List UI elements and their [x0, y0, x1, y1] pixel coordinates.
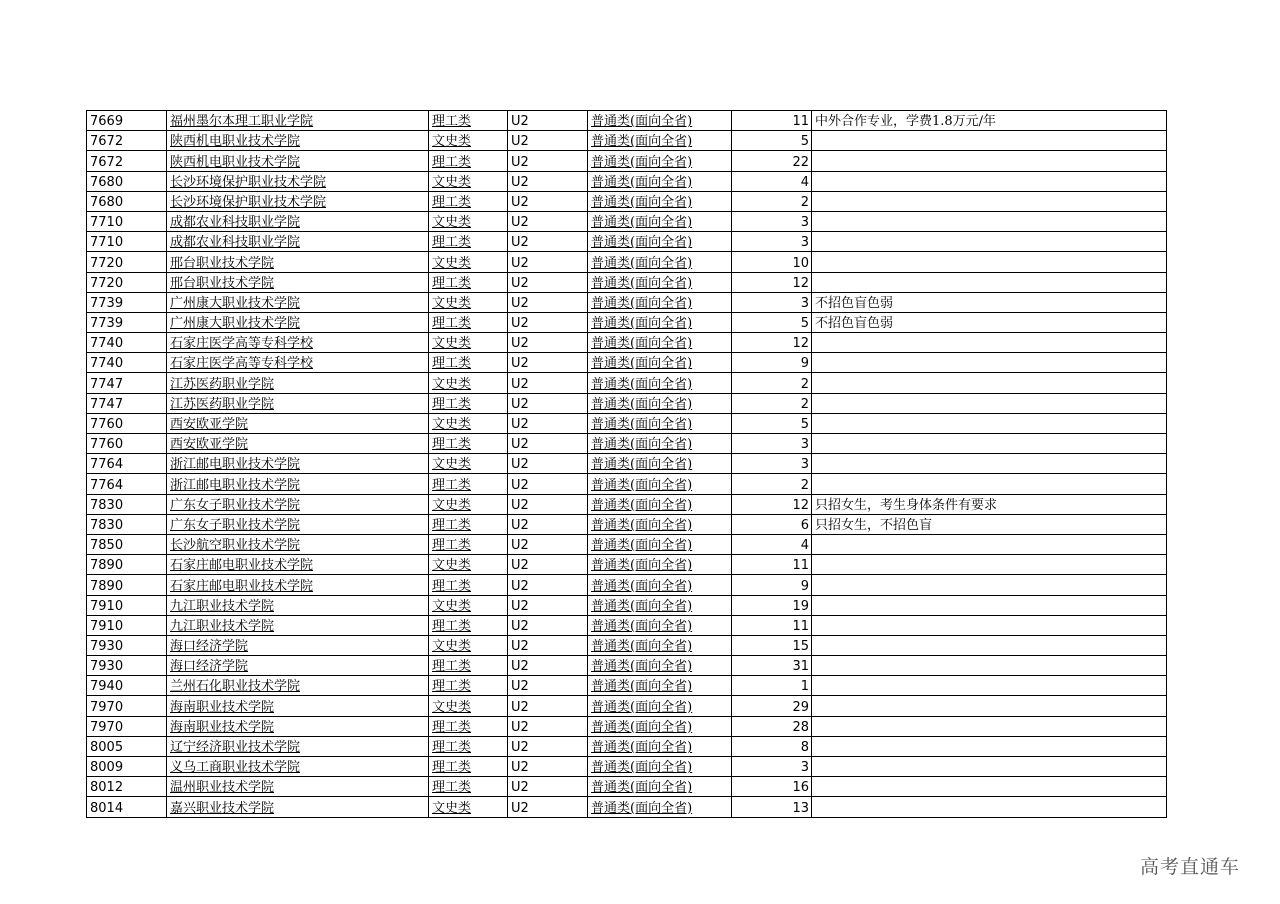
quota-count-cell: 3 [732, 211, 812, 231]
plan-type-cell: 普通类(面向全省) [588, 777, 732, 797]
subject-category-cell: 文史类 [429, 797, 508, 817]
watermark-text: 高考直通车 [1140, 856, 1241, 878]
note-cell [812, 534, 1167, 554]
quota-count-cell: 28 [732, 716, 812, 736]
table-row [87, 716, 1167, 736]
table-row [87, 474, 1167, 494]
plan-type-cell: 普通类(面向全省) [588, 797, 732, 817]
table-row [87, 353, 1167, 373]
subject-category-cell: 理工类 [429, 716, 508, 736]
quota-count-cell: 29 [732, 696, 812, 716]
note-cell [812, 232, 1167, 252]
quota-count-cell: 12 [732, 333, 812, 353]
table-row [87, 393, 1167, 413]
subject-category-cell: 理工类 [429, 151, 508, 171]
school-code-cell: 7930 [87, 656, 167, 676]
quota-count-cell: 10 [732, 252, 812, 272]
note-cell [812, 474, 1167, 494]
batch-cell: U2 [508, 656, 588, 676]
school-name-cell: 福州墨尔本理工职业学院 [167, 111, 429, 131]
school-code-cell: 8005 [87, 736, 167, 756]
batch-cell: U2 [508, 131, 588, 151]
table-row [87, 797, 1167, 817]
table-row [87, 454, 1167, 474]
plan-type-cell: 普通类(面向全省) [588, 757, 732, 777]
subject-category-cell: 理工类 [429, 777, 508, 797]
batch-cell: U2 [508, 413, 588, 433]
batch-cell: U2 [508, 797, 588, 817]
subject-category-cell: 理工类 [429, 232, 508, 252]
table-row [87, 171, 1167, 191]
note-cell [812, 696, 1167, 716]
school-name-cell: 邢台职业技术学院 [167, 252, 429, 272]
plan-type-cell: 普通类(面向全省) [588, 353, 732, 373]
school-name-cell: 西安欧亚学院 [167, 434, 429, 454]
batch-cell: U2 [508, 393, 588, 413]
batch-cell: U2 [508, 232, 588, 252]
school-name-cell: 海口经济学院 [167, 656, 429, 676]
school-name-cell: 义乌工商职业技术学院 [167, 757, 429, 777]
school-name-cell: 陕西机电职业技术学院 [167, 131, 429, 151]
school-code-cell: 7890 [87, 575, 167, 595]
school-code-cell: 7970 [87, 716, 167, 736]
school-name-cell: 江苏医药职业学院 [167, 393, 429, 413]
subject-category-cell: 文史类 [429, 635, 508, 655]
batch-cell: U2 [508, 696, 588, 716]
note-cell [812, 454, 1167, 474]
table-row [87, 575, 1167, 595]
batch-cell: U2 [508, 252, 588, 272]
note-cell [812, 635, 1167, 655]
subject-category-cell: 文史类 [429, 696, 508, 716]
school-name-cell: 广东女子职业技术学院 [167, 514, 429, 534]
quota-count-cell: 9 [732, 575, 812, 595]
note-cell [812, 615, 1167, 635]
note-cell [812, 151, 1167, 171]
note-cell [812, 656, 1167, 676]
table-row [87, 373, 1167, 393]
batch-cell: U2 [508, 635, 588, 655]
plan-type-cell: 普通类(面向全省) [588, 615, 732, 635]
school-name-cell: 江苏医药职业学院 [167, 373, 429, 393]
note-cell [812, 716, 1167, 736]
batch-cell: U2 [508, 211, 588, 231]
school-code-cell: 8014 [87, 797, 167, 817]
batch-cell: U2 [508, 454, 588, 474]
plan-type-cell: 普通类(面向全省) [588, 534, 732, 554]
quota-count-cell: 12 [732, 494, 812, 514]
school-code-cell: 7669 [87, 111, 167, 131]
plan-type-cell: 普通类(面向全省) [588, 575, 732, 595]
plan-type-cell: 普通类(面向全省) [588, 373, 732, 393]
table-row [87, 736, 1167, 756]
quota-count-cell: 2 [732, 191, 812, 211]
subject-category-cell: 理工类 [429, 191, 508, 211]
school-name-cell: 石家庄医学高等专科学校 [167, 333, 429, 353]
table-row [87, 615, 1167, 635]
table-row [87, 555, 1167, 575]
note-cell [812, 434, 1167, 454]
school-code-cell: 7764 [87, 454, 167, 474]
school-code-cell: 7764 [87, 474, 167, 494]
note-cell [812, 777, 1167, 797]
plan-type-cell: 普通类(面向全省) [588, 191, 732, 211]
batch-cell: U2 [508, 595, 588, 615]
note-cell: 不招色盲色弱 [812, 312, 1167, 332]
subject-category-cell: 文史类 [429, 413, 508, 433]
note-cell: 只招女生，考生身体条件有要求 [812, 494, 1167, 514]
note-cell [812, 333, 1167, 353]
school-code-cell: 7672 [87, 151, 167, 171]
note-cell: 不招色盲色弱 [812, 292, 1167, 312]
quota-count-cell: 1 [732, 676, 812, 696]
school-code-cell: 7760 [87, 434, 167, 454]
quota-count-cell: 2 [732, 373, 812, 393]
plan-type-cell: 普通类(面向全省) [588, 454, 732, 474]
school-code-cell: 8012 [87, 777, 167, 797]
batch-cell: U2 [508, 111, 588, 131]
quota-count-cell: 9 [732, 353, 812, 373]
school-name-cell: 陕西机电职业技术学院 [167, 151, 429, 171]
school-code-cell: 8009 [87, 757, 167, 777]
batch-cell: U2 [508, 151, 588, 171]
quota-count-cell: 2 [732, 393, 812, 413]
table-row [87, 777, 1167, 797]
note-cell [812, 413, 1167, 433]
school-code-cell: 7890 [87, 555, 167, 575]
plan-type-cell: 普通类(面向全省) [588, 292, 732, 312]
school-name-cell: 广州康大职业技术学院 [167, 292, 429, 312]
plan-type-cell: 普通类(面向全省) [588, 111, 732, 131]
quota-count-cell: 16 [732, 777, 812, 797]
school-name-cell: 海南职业技术学院 [167, 716, 429, 736]
school-code-cell: 7830 [87, 514, 167, 534]
table-body [87, 111, 1167, 818]
admission-table-container [86, 110, 1167, 818]
table-row [87, 676, 1167, 696]
quota-count-cell: 3 [732, 292, 812, 312]
table-row [87, 211, 1167, 231]
quota-count-cell: 31 [732, 656, 812, 676]
note-cell [812, 595, 1167, 615]
school-name-cell: 成都农业科技职业学院 [167, 211, 429, 231]
note-cell [812, 272, 1167, 292]
school-name-cell: 长沙环境保护职业技术学院 [167, 171, 429, 191]
batch-cell: U2 [508, 191, 588, 211]
subject-category-cell: 理工类 [429, 312, 508, 332]
batch-cell: U2 [508, 434, 588, 454]
subject-category-cell: 文史类 [429, 333, 508, 353]
school-code-cell: 7910 [87, 595, 167, 615]
table-row [87, 595, 1167, 615]
batch-cell: U2 [508, 353, 588, 373]
subject-category-cell: 文史类 [429, 454, 508, 474]
table-row [87, 151, 1167, 171]
plan-type-cell: 普通类(面向全省) [588, 656, 732, 676]
plan-type-cell: 普通类(面向全省) [588, 696, 732, 716]
batch-cell: U2 [508, 312, 588, 332]
school-code-cell: 7680 [87, 191, 167, 211]
subject-category-cell: 文史类 [429, 211, 508, 231]
note-cell [812, 211, 1167, 231]
batch-cell: U2 [508, 575, 588, 595]
school-name-cell: 西安欧亚学院 [167, 413, 429, 433]
subject-category-cell: 理工类 [429, 615, 508, 635]
batch-cell: U2 [508, 676, 588, 696]
quota-count-cell: 3 [732, 434, 812, 454]
table-row [87, 514, 1167, 534]
school-code-cell: 7940 [87, 676, 167, 696]
school-code-cell: 7720 [87, 272, 167, 292]
subject-category-cell: 理工类 [429, 656, 508, 676]
quota-count-cell: 2 [732, 474, 812, 494]
school-name-cell: 广东女子职业技术学院 [167, 494, 429, 514]
subject-category-cell: 理工类 [429, 534, 508, 554]
batch-cell: U2 [508, 373, 588, 393]
quota-count-cell: 3 [732, 757, 812, 777]
school-name-cell: 嘉兴职业技术学院 [167, 797, 429, 817]
subject-category-cell: 文史类 [429, 373, 508, 393]
quota-count-cell: 8 [732, 736, 812, 756]
plan-type-cell: 普通类(面向全省) [588, 252, 732, 272]
plan-type-cell: 普通类(面向全省) [588, 716, 732, 736]
note-cell [812, 797, 1167, 817]
school-code-cell: 7710 [87, 211, 167, 231]
note-cell [812, 575, 1167, 595]
subject-category-cell: 理工类 [429, 474, 508, 494]
school-name-cell: 广州康大职业技术学院 [167, 312, 429, 332]
quota-count-cell: 4 [732, 171, 812, 191]
quota-count-cell: 5 [732, 312, 812, 332]
quota-count-cell: 22 [732, 151, 812, 171]
plan-type-cell: 普通类(面向全省) [588, 151, 732, 171]
school-name-cell: 兰州石化职业技术学院 [167, 676, 429, 696]
note-cell [812, 393, 1167, 413]
subject-category-cell: 理工类 [429, 272, 508, 292]
school-name-cell: 九江职业技术学院 [167, 595, 429, 615]
batch-cell: U2 [508, 534, 588, 554]
table-row [87, 413, 1167, 433]
school-name-cell: 石家庄邮电职业技术学院 [167, 575, 429, 595]
subject-category-cell: 理工类 [429, 353, 508, 373]
note-cell [812, 191, 1167, 211]
plan-type-cell: 普通类(面向全省) [588, 514, 732, 534]
batch-cell: U2 [508, 555, 588, 575]
batch-cell: U2 [508, 292, 588, 312]
note-cell: 中外合作专业，学费1.8万元/年 [812, 111, 1167, 131]
school-name-cell: 石家庄邮电职业技术学院 [167, 555, 429, 575]
plan-type-cell: 普通类(面向全省) [588, 232, 732, 252]
plan-type-cell: 普通类(面向全省) [588, 131, 732, 151]
school-name-cell: 长沙环境保护职业技术学院 [167, 191, 429, 211]
note-cell [812, 736, 1167, 756]
batch-cell: U2 [508, 171, 588, 191]
subject-category-cell: 文史类 [429, 595, 508, 615]
subject-category-cell: 理工类 [429, 111, 508, 131]
admission-plan-table [86, 110, 1167, 818]
school-code-cell: 7672 [87, 131, 167, 151]
quota-count-cell: 13 [732, 797, 812, 817]
school-code-cell: 7850 [87, 534, 167, 554]
batch-cell: U2 [508, 777, 588, 797]
school-code-cell: 7720 [87, 252, 167, 272]
subject-category-cell: 理工类 [429, 434, 508, 454]
batch-cell: U2 [508, 736, 588, 756]
plan-type-cell: 普通类(面向全省) [588, 676, 732, 696]
plan-type-cell: 普通类(面向全省) [588, 393, 732, 413]
subject-category-cell: 文史类 [429, 131, 508, 151]
quota-count-cell: 6 [732, 514, 812, 534]
plan-type-cell: 普通类(面向全省) [588, 312, 732, 332]
school-code-cell: 7710 [87, 232, 167, 252]
plan-type-cell: 普通类(面向全省) [588, 171, 732, 191]
school-name-cell: 海南职业技术学院 [167, 696, 429, 716]
note-cell [812, 555, 1167, 575]
school-code-cell: 7910 [87, 615, 167, 635]
subject-category-cell: 文史类 [429, 171, 508, 191]
quota-count-cell: 19 [732, 595, 812, 615]
plan-type-cell: 普通类(面向全省) [588, 635, 732, 655]
subject-category-cell: 理工类 [429, 575, 508, 595]
school-code-cell: 7930 [87, 635, 167, 655]
quota-count-cell: 12 [732, 272, 812, 292]
table-row [87, 494, 1167, 514]
school-code-cell: 7680 [87, 171, 167, 191]
school-name-cell: 邢台职业技术学院 [167, 272, 429, 292]
quota-count-cell: 4 [732, 534, 812, 554]
subject-category-cell: 理工类 [429, 514, 508, 534]
plan-type-cell: 普通类(面向全省) [588, 555, 732, 575]
table-row [87, 656, 1167, 676]
batch-cell: U2 [508, 474, 588, 494]
table-row [87, 312, 1167, 332]
table-row [87, 272, 1167, 292]
subject-category-cell: 文史类 [429, 292, 508, 312]
note-cell [812, 757, 1167, 777]
batch-cell: U2 [508, 272, 588, 292]
table-row [87, 757, 1167, 777]
table-row [87, 696, 1167, 716]
plan-type-cell: 普通类(面向全省) [588, 413, 732, 433]
subject-category-cell: 文史类 [429, 252, 508, 272]
school-name-cell: 九江职业技术学院 [167, 615, 429, 635]
plan-type-cell: 普通类(面向全省) [588, 272, 732, 292]
batch-cell: U2 [508, 333, 588, 353]
school-code-cell: 7739 [87, 292, 167, 312]
school-name-cell: 石家庄医学高等专科学校 [167, 353, 429, 373]
plan-type-cell: 普通类(面向全省) [588, 333, 732, 353]
school-name-cell: 浙江邮电职业技术学院 [167, 474, 429, 494]
table-row [87, 635, 1167, 655]
subject-category-cell: 理工类 [429, 736, 508, 756]
quota-count-cell: 15 [732, 635, 812, 655]
batch-cell: U2 [508, 494, 588, 514]
table-row [87, 434, 1167, 454]
quota-count-cell: 11 [732, 111, 812, 131]
quota-count-cell: 5 [732, 413, 812, 433]
plan-type-cell: 普通类(面向全省) [588, 736, 732, 756]
table-row [87, 252, 1167, 272]
school-code-cell: 7830 [87, 494, 167, 514]
quota-count-cell: 3 [732, 454, 812, 474]
subject-category-cell: 理工类 [429, 393, 508, 413]
subject-category-cell: 文史类 [429, 494, 508, 514]
school-code-cell: 7747 [87, 393, 167, 413]
table-row [87, 191, 1167, 211]
note-cell: 只招女生，不招色盲 [812, 514, 1167, 534]
plan-type-cell: 普通类(面向全省) [588, 474, 732, 494]
plan-type-cell: 普通类(面向全省) [588, 595, 732, 615]
school-name-cell: 海口经济学院 [167, 635, 429, 655]
school-code-cell: 7747 [87, 373, 167, 393]
plan-type-cell: 普通类(面向全省) [588, 211, 732, 231]
school-code-cell: 7740 [87, 353, 167, 373]
plan-type-cell: 普通类(面向全省) [588, 494, 732, 514]
table-row [87, 232, 1167, 252]
table-row [87, 292, 1167, 312]
note-cell [812, 373, 1167, 393]
school-name-cell: 长沙航空职业技术学院 [167, 534, 429, 554]
school-code-cell: 7739 [87, 312, 167, 332]
school-code-cell: 7970 [87, 696, 167, 716]
table-row [87, 534, 1167, 554]
quota-count-cell: 5 [732, 131, 812, 151]
subject-category-cell: 理工类 [429, 757, 508, 777]
batch-cell: U2 [508, 716, 588, 736]
table-row [87, 333, 1167, 353]
school-name-cell: 成都农业科技职业学院 [167, 232, 429, 252]
batch-cell: U2 [508, 514, 588, 534]
subject-category-cell: 理工类 [429, 676, 508, 696]
table-row [87, 111, 1167, 131]
school-code-cell: 7740 [87, 333, 167, 353]
school-code-cell: 7760 [87, 413, 167, 433]
note-cell [812, 171, 1167, 191]
note-cell [812, 676, 1167, 696]
quota-count-cell: 11 [732, 615, 812, 635]
batch-cell: U2 [508, 757, 588, 777]
note-cell [812, 353, 1167, 373]
note-cell [812, 131, 1167, 151]
quota-count-cell: 3 [732, 232, 812, 252]
table-row [87, 131, 1167, 151]
subject-category-cell: 文史类 [429, 555, 508, 575]
quota-count-cell: 11 [732, 555, 812, 575]
school-name-cell: 浙江邮电职业技术学院 [167, 454, 429, 474]
batch-cell: U2 [508, 615, 588, 635]
school-name-cell: 辽宁经济职业技术学院 [167, 736, 429, 756]
plan-type-cell: 普通类(面向全省) [588, 434, 732, 454]
note-cell [812, 252, 1167, 272]
school-name-cell: 温州职业技术学院 [167, 777, 429, 797]
